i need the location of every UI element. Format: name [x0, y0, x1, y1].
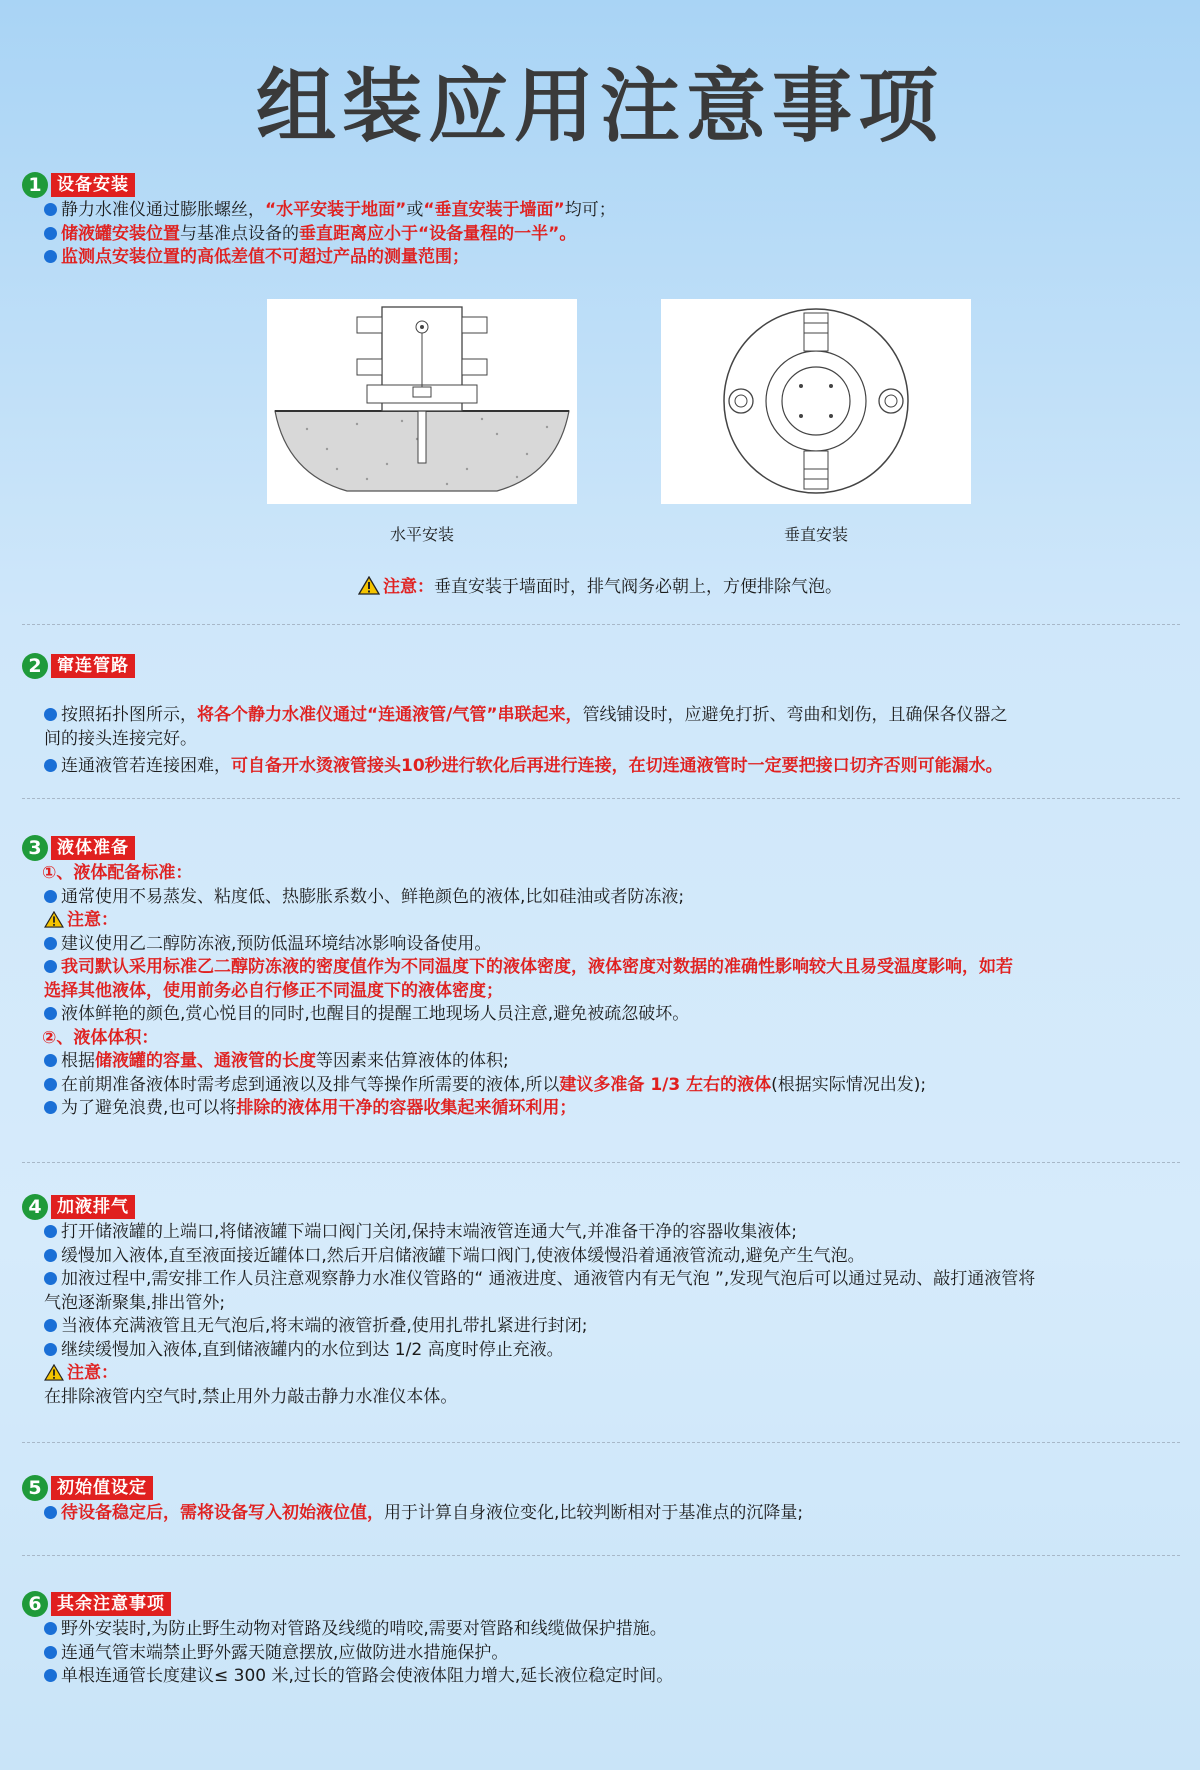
bullet-line: 野外安装时,为防止野生动物对管路及线缆的啃咬,需要对管路和线缆做保护措施。 [44, 1618, 1180, 1642]
bullet-line: 加液过程中,需安排工作人员注意观察静力水准仪管路的“ 通液进度、通液管内有无气泡 ”,发现气泡后可以通过晃动、敲打通液管将 [44, 1268, 1180, 1292]
bullet-line: 在前期准备液体时需考虑到通液以及排气等操作所需要的液体,所以建议多准备 1/3 左右的液体(根据实际情况出发); [44, 1074, 1180, 1098]
section-divider [22, 1162, 1180, 1163]
bullet-line: 我司默认采用标准乙二醇防冻液的密度值作为不同温度下的液体密度，液体密度对数据的准确性影响较大且易受温度影响，如若 [44, 956, 1180, 980]
bullet-line: 打开储液罐的上端口,将储液罐下端口阀门关闭,保持末端液管连通大气,并准备干净的容器收集液体; [44, 1221, 1180, 1245]
warning-icon [44, 1364, 64, 1381]
bullet-line: 为了避免浪费,也可以将排除的液体用干净的容器收集起来循环利用； [44, 1097, 1180, 1121]
bullet-line: 当液体充满液管且无气泡后,将末端的液管折叠,使用扎带扎紧进行封闭; [44, 1315, 1180, 1339]
section-number-badge: 3 [22, 835, 48, 861]
bullet-line: 缓慢加入液体,直至液面接近罐体口,然后开启储液罐下端口阀门,使液体缓慢沿着通液管流动,避免产生气泡。 [44, 1245, 1180, 1269]
bullet-line-continued: 选择其他液体，使用前务必自行修正不同温度下的液体密度； [44, 980, 503, 1001]
bullet-dot-icon [44, 1101, 57, 1114]
bullet-dot-icon [44, 759, 57, 772]
bullet-line: 根据储液罐的容量、通液管的长度等因素来估算液体的体积; [44, 1050, 1180, 1074]
warning-icon [358, 576, 380, 595]
bullet-dot-icon [44, 1225, 57, 1238]
horizontal-installation-diagram [267, 299, 577, 504]
section-title-tag: 加液排气 [51, 1195, 135, 1219]
bullet-dot-icon [44, 1622, 57, 1635]
section-header [22, 1193, 1180, 1221]
section-number-badge: 6 [22, 1591, 48, 1617]
bullet-dot-icon [44, 203, 57, 216]
bullet-line: 通常使用不易蒸发、粘度低、热膨胀系数小、鲜艳颜色的液体,比如硅油或者防冻液; [44, 886, 1180, 910]
section-header [22, 1474, 1180, 1502]
subheading: ②、液体体积： [42, 1027, 159, 1048]
bullet-line: 继续缓慢加入液体,直到储液罐内的水位到达 1/2 高度时停止充液。 [44, 1339, 1180, 1363]
bullet-line: 待设备稳定后，需将设备写入初始液位值，用于计算自身液位变化,比较判断相对于基准点的沉降量; [44, 1502, 1180, 1526]
bullet-line-continued: 间的接头连接完好。 [44, 728, 197, 749]
bullet-dot-icon [44, 1078, 57, 1091]
bullet-dot-icon [44, 1249, 57, 1262]
bullet-dot-icon [44, 1319, 57, 1332]
section-number-badge: 2 [22, 653, 48, 679]
bullet-dot-icon [44, 227, 57, 240]
section-other-notes [22, 1590, 1180, 1689]
bullet-line: 储液罐安装位置与基准点设备的垂直距离应小于“设备量程的一半”。 [44, 223, 1180, 247]
figure-caption: 水平安装 [389, 525, 454, 544]
bullet-line: 连通液管若连接困难，可自备开水烫液管接头10秒进行软化后再进行连接，在切连通液管时一定要把接口切齐否则可能漏水。 [44, 755, 1180, 779]
bullet-dot-icon [44, 1343, 57, 1356]
section-title-tag: 液体准备 [51, 836, 135, 860]
figure-caption: 垂直安装 [783, 525, 848, 544]
section-title-tag: 窜连管路 [51, 654, 135, 678]
bullet-dot-icon [44, 250, 57, 263]
bullet-dot-icon [44, 708, 57, 721]
bullet-line: 液体鲜艳的颜色,赏心悦目的同时,也醒目的提醒工地现场人员注意,避免被疏忽破坏。 [44, 1003, 1180, 1027]
section-title-tag: 设备安装 [51, 173, 135, 197]
section-title-tag: 其余注意事项 [51, 1592, 171, 1616]
warning-icon [44, 911, 64, 928]
section-divider [22, 798, 1180, 799]
bullet-line: 连通气管末端禁止野外露天随意摆放,应做防进水措施保护。 [44, 1642, 1180, 1666]
section-device-installation [22, 171, 1180, 270]
section-number-badge: 5 [22, 1475, 48, 1501]
section-divider [22, 624, 1180, 625]
section-header [22, 652, 1180, 680]
section-title-tag: 初始值设定 [51, 1476, 153, 1500]
warning-label: 注意： [44, 909, 1180, 933]
note-text: 在排除液管内空气时,禁止用外力敲击静力水准仪本体。 [44, 1386, 458, 1407]
section-header [22, 1590, 1180, 1618]
bullet-dot-icon [44, 1007, 57, 1020]
bullet-dot-icon [44, 960, 57, 973]
subheading: ①、液体配备标准： [42, 863, 193, 883]
section-header [22, 834, 1180, 862]
bullet-dot-icon [44, 1646, 57, 1659]
warning-label: 注意： [44, 1362, 1180, 1386]
install-warning-note: 注意：垂直安装于墙面时，排气阀务必朝上，方便排除气泡。 [0, 572, 1200, 597]
section-header [22, 171, 1180, 199]
bullet-line: 按照拓扑图所示，将各个静力水准仪通过“连通液管/气管”串联起来，管线铺设时，应避免打折、弯曲和划伤，且确保各仪器之 [44, 704, 1180, 728]
section-initial-value [22, 1474, 1180, 1526]
section-pipeline-connection [22, 652, 1180, 779]
bullet-line-continued: 气泡逐渐聚集,排出管外; [44, 1292, 226, 1313]
bullet-line: 监测点安装位置的高低差值不可超过产品的测量范围； [44, 246, 1180, 270]
page-title: 组装应用注意事项 [256, 60, 944, 153]
section-number-badge: 1 [22, 172, 48, 198]
bullet-dot-icon [44, 937, 57, 950]
section-divider [22, 1555, 1180, 1556]
bullet-line: 静力水准仪通过膨胀螺丝，“水平安装于地面”或“垂直安装于墙面”均可； [44, 199, 1180, 223]
bullet-dot-icon [44, 1272, 57, 1285]
section-liquid-preparation [22, 834, 1180, 1121]
vertical-installation-diagram [661, 299, 971, 504]
bullet-line: 建议使用乙二醇防冻液,预防低温环境结冰影响设备使用。 [44, 933, 1180, 957]
bullet-line: 单根连通管长度建议≤ 300 米,过长的管路会使液体阻力增大,延长液位稳定时间。 [44, 1665, 1180, 1689]
bullet-dot-icon [44, 1054, 57, 1067]
bullet-dot-icon [44, 1669, 57, 1682]
bullet-dot-icon [44, 890, 57, 903]
bullet-dot-icon [44, 1506, 57, 1519]
section-fill-and-vent [22, 1193, 1180, 1409]
section-divider [22, 1442, 1180, 1443]
section-number-badge: 4 [22, 1194, 48, 1220]
